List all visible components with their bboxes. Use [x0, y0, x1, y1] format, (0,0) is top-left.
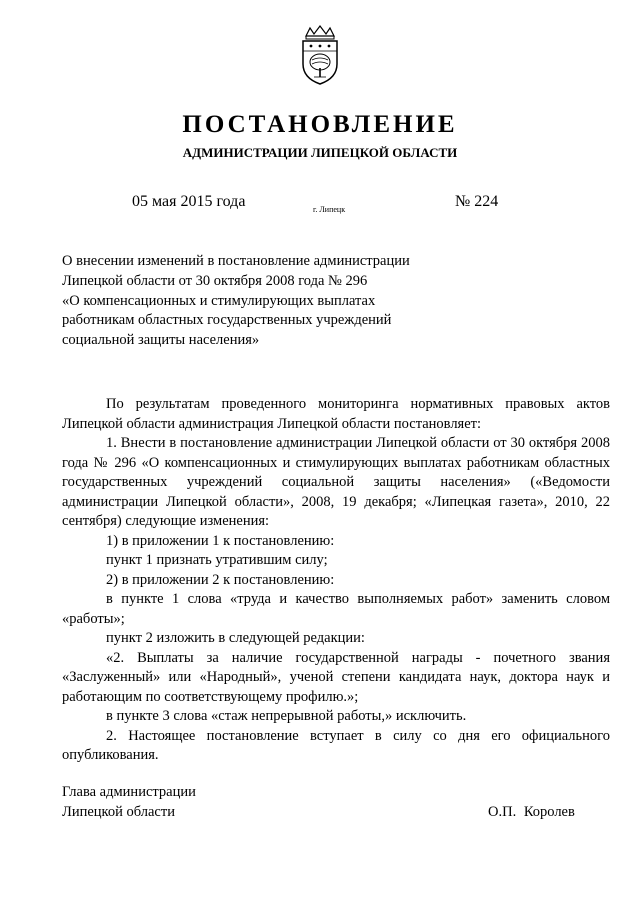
- body-paragraph: 2. Настоящее постановление вступает в силу со дня его официального опубликования.: [62, 727, 610, 763]
- body-paragraph: пункт 1 признать утратившим силу;: [106, 552, 328, 568]
- body-paragraph: 1. Внести в постановление администрации Липецкой области от 30 октября 2008 года № 296 «О компенсационных и стимулирующих выплатах работникам областных государственных учреждений социальной защиты населения» («Ведомости администрации Липецкой области», 2008, 19 декабря; «Липецкая газета», 2010, 22 сентября) следующие изменения:: [62, 435, 610, 529]
- document-body: [62, 395, 610, 766]
- document-city: г. Липецк: [313, 205, 346, 214]
- body-paragraph: в пункте 3 слова «стаж непрерывной работы,» исключить.: [106, 708, 467, 724]
- document-heading: [62, 252, 462, 351]
- heading-line: работникам областных государственных учреждений: [62, 312, 392, 329]
- signatory-position-line: Глава администрации: [62, 784, 196, 800]
- document-title: ПОСТАНОВЛЕНИЕ: [182, 111, 458, 138]
- heading-line: Липецкой области от 30 октября 2008 года № 296: [62, 272, 368, 289]
- coat-of-arms-lipetsk-icon: [298, 24, 342, 86]
- signatory-position: [62, 782, 196, 822]
- body-paragraph: По результатам проведенного мониторинга нормативных правовых актов Липецкой области администрация Липецкой области постановляет:: [62, 396, 610, 432]
- body-paragraph: «2. Выплаты за наличие государственной награды - почетного звания «Заслуженный» или «Народный», ученой степени кандидата наук, доктора наук и работающим по соответствующему профилю.»;: [62, 649, 610, 705]
- heading-line: «О компенсационных и стимулирующих выплатах: [62, 292, 376, 309]
- body-paragraph: 2) в приложении 2 к постановлению:: [106, 571, 335, 588]
- signatory-position-line: Липецкой области: [62, 804, 175, 820]
- heading-line: социальной защиты населения»: [62, 332, 260, 349]
- document-subtitle: АДМИНИСТРАЦИИ ЛИПЕЦКОЙ ОБЛАСТИ: [182, 145, 458, 160]
- heading-line: О внесении изменений в постановление администрации: [62, 253, 410, 269]
- body-paragraph: 1) в приложении 1 к постановлению:: [106, 532, 335, 549]
- signatory-name: О.П. Королев: [488, 804, 575, 820]
- body-paragraph: пункт 2 изложить в следующей редакции:: [106, 630, 365, 646]
- body-paragraph: в пункте 1 слова «труда и качество выполняемых работ» заменить словом «работы»;: [62, 591, 610, 627]
- document-number: № 224: [455, 193, 499, 210]
- document-date: 05 мая 2015 года: [132, 193, 246, 210]
